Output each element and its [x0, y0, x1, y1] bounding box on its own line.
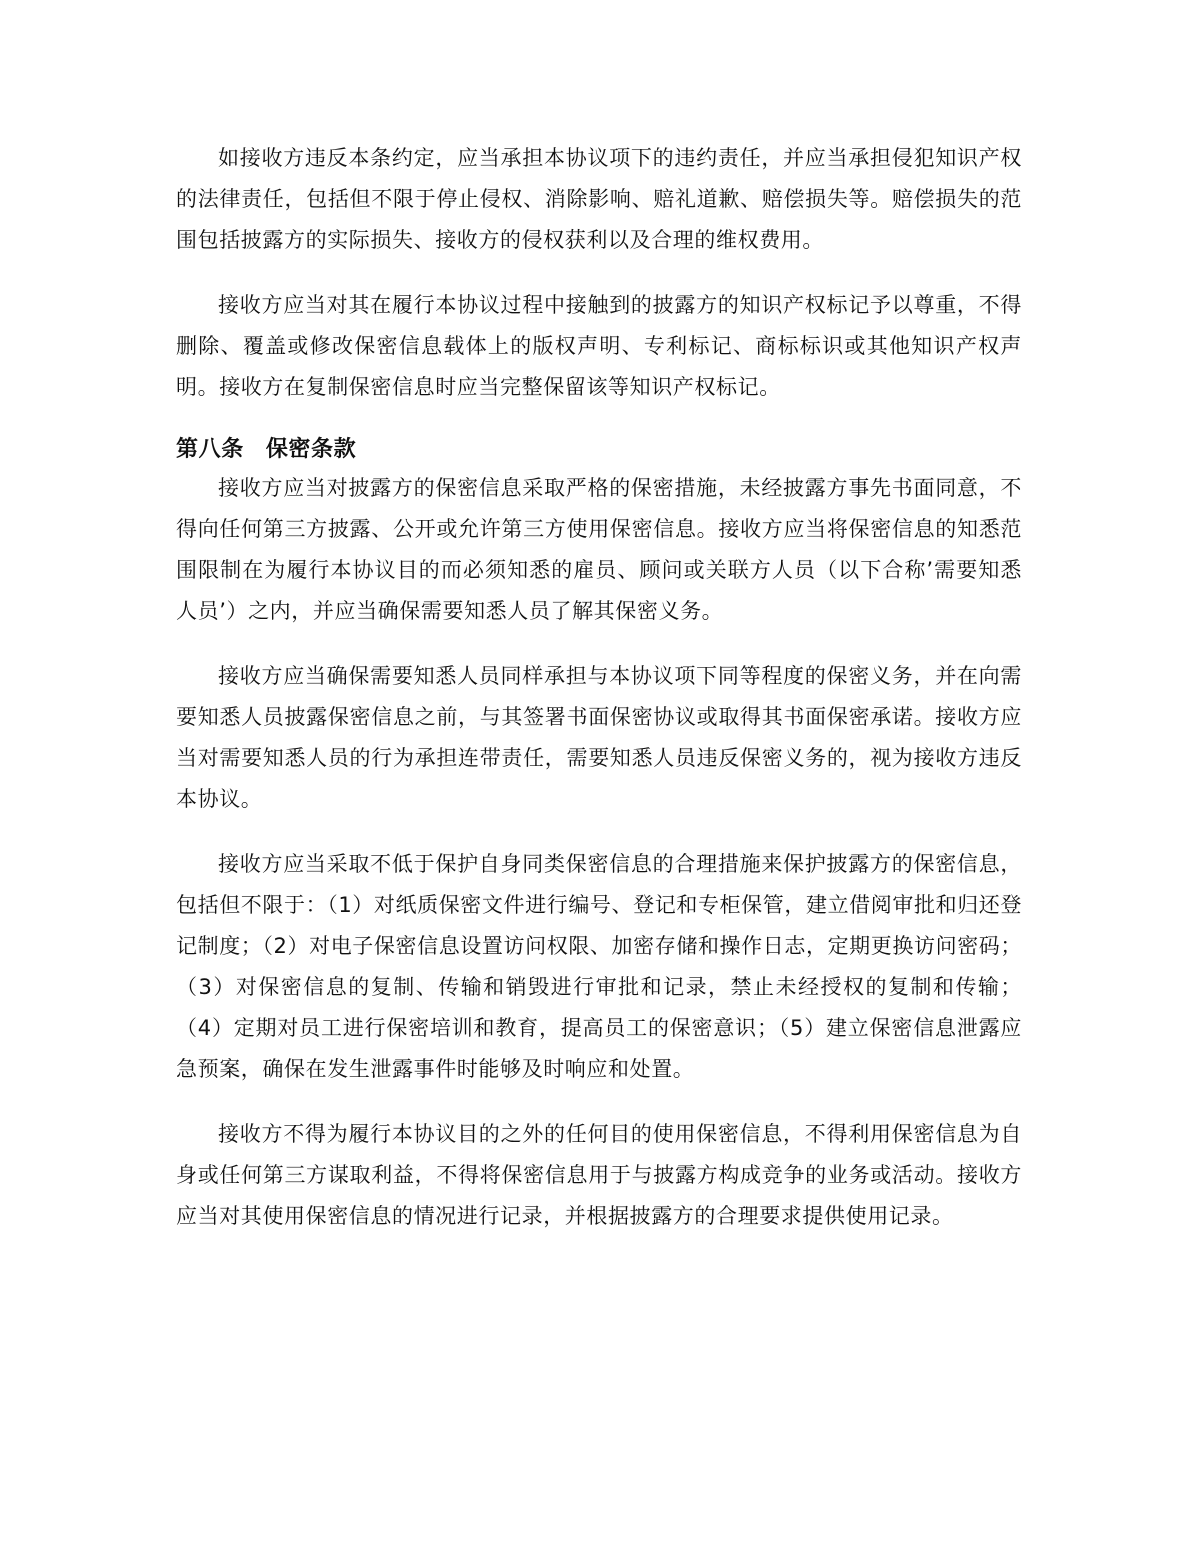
paragraph-confidentiality-measures: 接收方应当对披露方的保密信息采取严格的保密措施，未经披露方事先书面同意，不得向任何第三方披露、公开或允许第三方使用保密信息。接收方应当将保密信息的知悉范围限制在为履行本协议目的而必须知悉的雇员、顾问或关联方人员（以下合称’需要知悉人员’）之内，并应当确保需要知悉人员了解其保密义务。 — [176, 476, 1022, 623]
section-spacer — [176, 408, 1022, 432]
section-title: 保密条款 — [265, 437, 357, 462]
paragraph-protection-measures: 接收方应当采取不低于保护自身同类保密信息的合理措施来保护披露方的保密信息，包括但不限于：（1）对纸质保密文件进行编号、登记和专柜保管，建立借阅审批和归还登记制度；（2）对电子保密信息设置访问权限、加密存储和操作日志，定期更换访问密码；（3）对保密信息的复制、传输和销毁进行审批和记录，禁止未经授权的复制和传输；（4）定期对员工进行保密培训和教育，提高员工的保密意识；（5）建立保密信息泄露应急预案，确保在发生泄露事件时能够及时响应和处置。 — [176, 852, 1022, 1081]
paragraph-breach-liability: 如接收方违反本条约定，应当承担本协议项下的违约责任，并应当承担侵犯知识产权的法律责任，包括但不限于停止侵权、消除影响、赔礼道歉、赔偿损失等。赔偿损失的范围包括披露方的实际损失、接收方的侵权获利以及合理的维权费用。 — [176, 146, 1022, 252]
section-heading — [176, 432, 1022, 468]
paragraph-use-restriction: 接收方不得为履行本协议目的之外的任何目的使用保密信息，不得利用保密信息为自身或任何第三方谋取利益，不得将保密信息用于与披露方构成竞争的业务或活动。接收方应当对其使用保密信息的情况进行记录，并根据披露方的合理要求提供使用记录。 — [176, 1122, 1022, 1228]
paragraph-need-to-know-obligations: 接收方应当确保需要知悉人员同样承担与本协议项下同等程度的保密义务，并在向需要知悉人员披露保密信息之前，与其签署书面保密协议或取得其书面保密承诺。接收方应当对需要知悉人员的行为承担连带责任，需要知悉人员违反保密义务的，视为接收方违反本协议。 — [176, 664, 1022, 811]
paragraph-spacer — [176, 261, 1022, 285]
paragraph-spacer — [176, 1090, 1022, 1114]
paragraph-spacer — [176, 820, 1022, 844]
paragraph-spacer — [176, 632, 1022, 656]
paragraph-ip-marks: 接收方应当对其在履行本协议过程中接触到的披露方的知识产权标记予以尊重，不得删除、覆盖或修改保密信息载体上的版权声明、专利标记、商标标识或其他知识产权声明。接收方在复制保密信息时应当完整保留该等知识产权标记。 — [176, 293, 1022, 399]
section-number: 第八条 — [176, 437, 244, 462]
